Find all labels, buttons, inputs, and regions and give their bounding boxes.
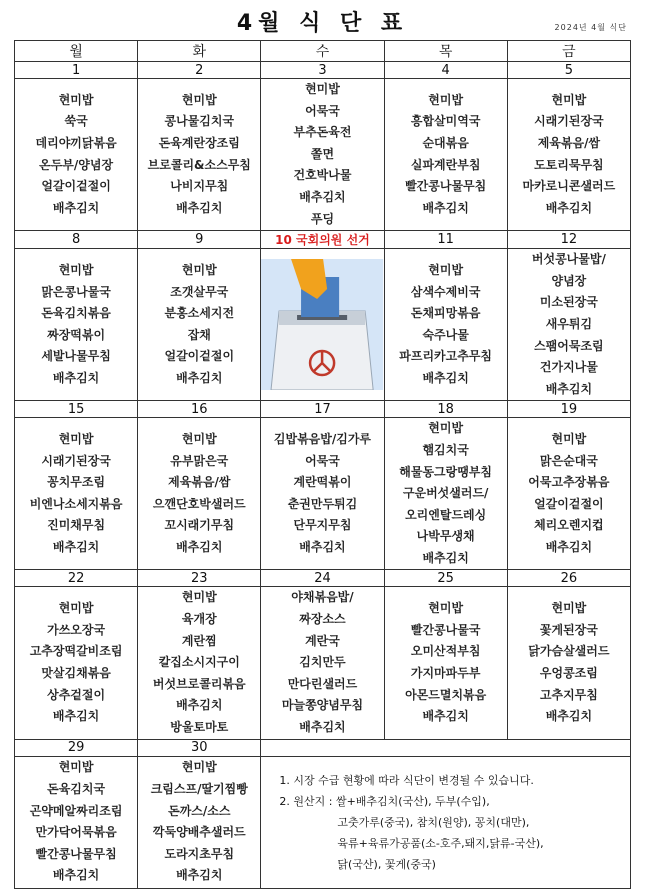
menu-cell — [261, 587, 384, 739]
date-cell: 18 — [384, 401, 507, 418]
menu-item: 시래기된장국 — [534, 114, 604, 129]
notes-cell — [261, 756, 631, 888]
menu-item: 배추김치 — [422, 370, 469, 385]
menu-item: 배추김치 — [422, 200, 469, 215]
menu-item: 배추김치 — [545, 540, 593, 555]
date-cell: 22 — [15, 570, 138, 587]
note-line-2: 2. 원산지 : 쌀+배추김치(국산), 두부(수입), — [279, 794, 490, 808]
menu-item: 김밥볶음밥/김가루 — [273, 432, 372, 447]
date-cell: 9 — [138, 231, 261, 249]
menu-item: 맛살김채볶음 — [41, 666, 111, 681]
menu-item: 가쓰오장국 — [47, 622, 106, 637]
date-cell: 2 — [138, 62, 261, 79]
date-cell: 17 — [261, 401, 384, 418]
menu-item-list — [385, 587, 507, 738]
menu-cell — [384, 418, 507, 570]
date-cell: 11 — [384, 231, 507, 249]
menu-item: 현미밥 — [428, 601, 464, 616]
menu-item: 빨간콩나물무침 — [35, 846, 117, 861]
menu-item: 돈육계란장조림 — [158, 135, 240, 150]
menu-item: 맑은콩나물국 — [41, 284, 111, 299]
menu-item: 데리야끼닭볶음 — [35, 135, 117, 150]
date-row — [15, 231, 631, 249]
menu-item: 짜장소스 — [299, 612, 346, 627]
menu-cell — [384, 249, 507, 401]
menu-item: 육개장 — [181, 612, 217, 627]
menu-item: 구운버섯샐러드/ — [402, 486, 489, 501]
menu-item-list — [261, 79, 383, 230]
menu-item: 현미밥 — [58, 601, 94, 616]
menu-item: 배추김치 — [52, 370, 100, 385]
menu-item: 배추김치 — [422, 709, 469, 724]
menu-item-list — [15, 587, 137, 738]
menu-item: 분홍소세지전 — [164, 306, 235, 321]
menu-item: 제육볶음/쌈 — [168, 475, 231, 490]
menu-item: 고추지무침 — [539, 687, 598, 702]
menu-item: 배추김치 — [52, 200, 100, 215]
menu-item: 배추김치 — [545, 200, 593, 215]
menu-item: 마카로니콘샐러드 — [522, 179, 616, 194]
menu-item: 건호박나물 — [293, 168, 352, 183]
food-row — [15, 587, 631, 739]
menu-cell — [15, 249, 138, 401]
menu-item: 현미밥 — [58, 432, 94, 447]
menu-item-list — [261, 587, 383, 738]
menu-item: 계란떡볶이 — [293, 475, 352, 490]
menu-item: 부추돈육전 — [293, 125, 352, 140]
menu-cell — [507, 249, 630, 401]
menu-item: 어묵국 — [305, 103, 340, 118]
menu-item: 으깬단호박샐러드 — [152, 496, 246, 511]
menu-cell — [138, 249, 261, 401]
menu-item-list — [15, 418, 137, 569]
menu-item: 돈육김치볶음 — [41, 306, 111, 321]
menu-item: 현미밥 — [181, 590, 217, 605]
menu-item: 브로콜리&소스무침 — [147, 157, 251, 172]
date-cell: 25 — [384, 570, 507, 587]
menu-item-list — [508, 79, 630, 230]
menu-item: 계란국 — [305, 633, 340, 648]
menu-item: 비엔나소세지볶음 — [29, 496, 123, 511]
menu-item: 곤약메알짜리조림 — [29, 803, 123, 818]
menu-cell — [15, 587, 138, 739]
menu-cell — [507, 418, 630, 570]
menu-item: 현미밥 — [181, 760, 217, 775]
menu-item: 단무지무침 — [293, 518, 352, 533]
menu-item: 현미밥 — [58, 262, 94, 277]
menu-item: 돈까스/소스 — [168, 803, 231, 818]
menu-item: 배추김치 — [52, 709, 100, 724]
date-row — [15, 570, 631, 587]
menu-item: 닭가슴살샐러드 — [528, 644, 610, 659]
menu-cell — [15, 79, 138, 231]
menu-item-list — [385, 79, 507, 230]
menu-item: 버섯콩나물밥/ — [531, 252, 606, 267]
menu-item: 쑥국 — [64, 114, 88, 129]
menu-item: 현미밥 — [181, 92, 217, 107]
menu-item: 해물동그랑땡부침 — [399, 464, 493, 479]
menu-item: 시래기된장국 — [41, 453, 111, 468]
menu-item: 나비지무침 — [170, 179, 229, 194]
date-row — [15, 739, 631, 756]
menu-item: 만다린샐러드 — [287, 676, 358, 691]
date-cell: 4 — [384, 62, 507, 79]
menu-item: 돈채피망볶음 — [410, 306, 481, 321]
menu-item: 현미밥 — [58, 92, 94, 107]
menu-item: 진미채무침 — [47, 518, 106, 533]
menu-item: 현미밥 — [551, 92, 587, 107]
menu-item: 계란찜 — [181, 633, 217, 648]
menu-item: 잡채 — [187, 327, 211, 342]
menu-item: 조갯살무국 — [170, 284, 229, 299]
menu-item-list — [138, 587, 260, 738]
menu-item: 도라지초무침 — [164, 846, 235, 861]
menu-item: 마늘쫑양념무침 — [281, 698, 364, 713]
menu-cell — [138, 756, 261, 888]
note-line-1: 1. 시장 수급 현황에 따라 식단이 변경될 수 있습니다. — [279, 773, 534, 787]
menu-item: 배추김치 — [299, 540, 346, 555]
menu-item: 배추김치 — [176, 200, 223, 215]
menu-item: 온두부/양념장 — [39, 157, 114, 172]
menu-item: 쫄면 — [310, 146, 335, 161]
menu-item-list — [261, 418, 383, 569]
menu-item: 배추김치 — [299, 189, 346, 204]
menu-item: 체리오렌지컵 — [534, 518, 604, 533]
menu-item: 어묵국 — [305, 453, 340, 468]
menu-item: 방울토마토 — [170, 720, 229, 735]
menu-item: 깍둑양배추샐러드 — [152, 825, 246, 840]
menu-item: 오리엔탈드레싱 — [405, 507, 487, 522]
menu-cell — [138, 587, 261, 739]
menu-item: 삼색수제비국 — [410, 284, 481, 299]
menu-item: 칼집소시지구이 — [158, 655, 240, 670]
menu-item: 숙주나물 — [422, 327, 469, 342]
date-cell: 3 — [261, 62, 384, 79]
menu-item: 배추김치 — [299, 720, 346, 735]
menu-item: 배추김치 — [176, 370, 223, 385]
menu-item: 현미밥 — [551, 601, 587, 616]
note-line-4: 육류+육류가공품(소-호주,돼지,닭류-국산), — [337, 836, 544, 850]
menu-item: 유부맑은국 — [170, 453, 229, 468]
menu-item: 김치만두 — [299, 655, 346, 670]
day-header-mon: 월 — [15, 41, 138, 62]
election-vote-icon — [261, 259, 383, 390]
date-cell: 1 — [15, 62, 138, 79]
menu-item: 야채볶음밥/ — [291, 590, 354, 605]
holiday-date-cell: 10 국회의원 선거 — [261, 231, 384, 249]
menu-item: 꽃게된장국 — [539, 622, 598, 637]
menu-item-list — [138, 79, 260, 230]
menu-item: 현미밥 — [551, 432, 587, 447]
date-cell: 24 — [261, 570, 384, 587]
menu-item: 우엉콩조림 — [539, 666, 598, 681]
election-image-cell — [261, 249, 384, 401]
menu-item: 순대볶음 — [422, 135, 469, 150]
menu-item: 나박무생채 — [416, 529, 475, 544]
menu-item-list — [508, 249, 630, 400]
menu-item: 파프리카고추무침 — [399, 349, 493, 364]
menu-cell — [138, 418, 261, 570]
menu-item: 새우튀김 — [545, 316, 593, 331]
menu-item: 현미밥 — [428, 262, 464, 277]
menu-item: 크림스프/딸기찜빵 — [150, 781, 248, 796]
date-cell: 16 — [138, 401, 261, 418]
menu-item-list — [508, 587, 630, 738]
page-subtitle: 2024년 4월 식단 — [554, 23, 627, 32]
menu-item: 현미밥 — [58, 760, 94, 775]
menu-item: 꽁치무조림 — [47, 475, 106, 490]
menu-item: 얼갈이겉절이 — [164, 349, 235, 364]
menu-item: 실파계란부침 — [410, 157, 481, 172]
menu-item: 현미밥 — [181, 432, 217, 447]
menu-cell — [15, 756, 138, 888]
menu-item: 아몬드멸치볶음 — [405, 687, 487, 702]
date-cell: 29 — [15, 739, 138, 756]
food-row — [15, 249, 631, 401]
page-title: 4월 식 단 표 — [236, 11, 409, 36]
menu-item: 햄김치국 — [422, 442, 469, 457]
menu-item-list — [138, 418, 260, 569]
menu-table — [14, 40, 631, 889]
menu-item-list — [15, 79, 137, 230]
date-cell: 12 — [507, 231, 630, 249]
menu-cell — [261, 79, 384, 231]
date-cell: 30 — [138, 739, 261, 756]
food-row — [15, 418, 631, 570]
menu-cell — [384, 587, 507, 739]
day-header-fri: 금 — [507, 41, 630, 62]
menu-cell — [384, 79, 507, 231]
date-cell: 19 — [507, 401, 630, 418]
menu-item: 맑은순대국 — [539, 453, 598, 468]
menu-item-list — [15, 757, 137, 888]
menu-cell — [507, 587, 630, 739]
menu-item-list — [15, 249, 137, 400]
menu-item: 돈육김치국 — [47, 781, 106, 796]
menu-item: 빨간콩나물무침 — [405, 179, 487, 194]
menu-item-list — [138, 757, 260, 888]
note-line-3: 고춧가루(중국), 참치(원양), 꽁치(대만), — [337, 815, 530, 829]
menu-item: 현미밥 — [428, 92, 464, 107]
day-header-row — [15, 41, 631, 62]
menu-item: 배추김치 — [52, 868, 100, 883]
menu-cell — [261, 418, 384, 570]
menu-item-list — [385, 418, 507, 569]
menu-cell — [507, 79, 630, 231]
menu-item: 얼갈이겉절이 — [534, 496, 604, 511]
menu-item: 양념장 — [551, 273, 587, 288]
note-line-5: 닭(국산), 꽃게(중국) — [337, 857, 436, 871]
menu-item: 세발나물무침 — [41, 349, 111, 364]
menu-item: 오미산적부침 — [410, 644, 481, 659]
menu-item-list — [138, 249, 260, 400]
menu-cell — [15, 418, 138, 570]
date-cell: 26 — [507, 570, 630, 587]
menu-item: 꼬시래기무침 — [164, 518, 235, 533]
menu-item: 배추김치 — [176, 868, 223, 883]
menu-item: 배추김치 — [422, 550, 469, 565]
menu-item: 만가닥어묵볶음 — [35, 825, 117, 840]
weeks-body — [15, 62, 631, 889]
menu-item: 도토리묵무침 — [534, 157, 604, 172]
menu-item: 푸딩 — [310, 211, 335, 226]
date-cell: 5 — [507, 62, 630, 79]
date-row — [15, 401, 631, 418]
menu-item: 얼갈이겉절이 — [41, 179, 111, 194]
menu-item: 배추김치 — [176, 540, 223, 555]
menu-item: 가지마파두부 — [410, 666, 481, 681]
menu-item: 버섯브로콜리볶음 — [152, 676, 246, 691]
date-row — [15, 62, 631, 79]
menu-item: 배추김치 — [176, 698, 223, 713]
menu-item: 어묵고추장볶음 — [528, 475, 610, 490]
menu-item: 현미밥 — [428, 421, 464, 436]
menu-item: 건가지나물 — [539, 360, 598, 375]
menu-item: 현미밥 — [181, 262, 217, 277]
menu-cell — [138, 79, 261, 231]
menu-item: 짜장떡볶이 — [47, 327, 106, 342]
menu-item: 고추장떡갈비조림 — [29, 644, 123, 659]
menu-item: 미소된장국 — [539, 295, 598, 310]
menu-item: 빨간콩나물국 — [410, 622, 481, 637]
menu-item: 배추김치 — [52, 540, 100, 555]
menu-item: 콩나물김치국 — [164, 114, 235, 129]
menu-item: 춘권만두튀김 — [287, 496, 358, 511]
date-cell: 23 — [138, 570, 261, 587]
food-row — [15, 79, 631, 231]
date-cell: 15 — [15, 401, 138, 418]
menu-item: 배추김치 — [545, 381, 593, 396]
menu-item: 배추김치 — [545, 709, 593, 724]
food-row — [15, 756, 631, 888]
notes-header-spacer — [261, 739, 631, 756]
menu-item-list — [508, 418, 630, 569]
menu-item: 상추겉절이 — [47, 687, 106, 702]
date-cell: 8 — [15, 231, 138, 249]
menu-item-list — [385, 249, 507, 400]
day-header-wed: 수 — [261, 41, 384, 62]
menu-item: 스팸어묵조림 — [534, 338, 604, 353]
menu-item: 현미밥 — [305, 82, 340, 96]
day-header-tue: 화 — [138, 41, 261, 62]
menu-item: 제육볶음/쌈 — [537, 135, 601, 150]
day-header-thu: 목 — [384, 41, 507, 62]
menu-item: 흥합살미역국 — [410, 114, 481, 129]
